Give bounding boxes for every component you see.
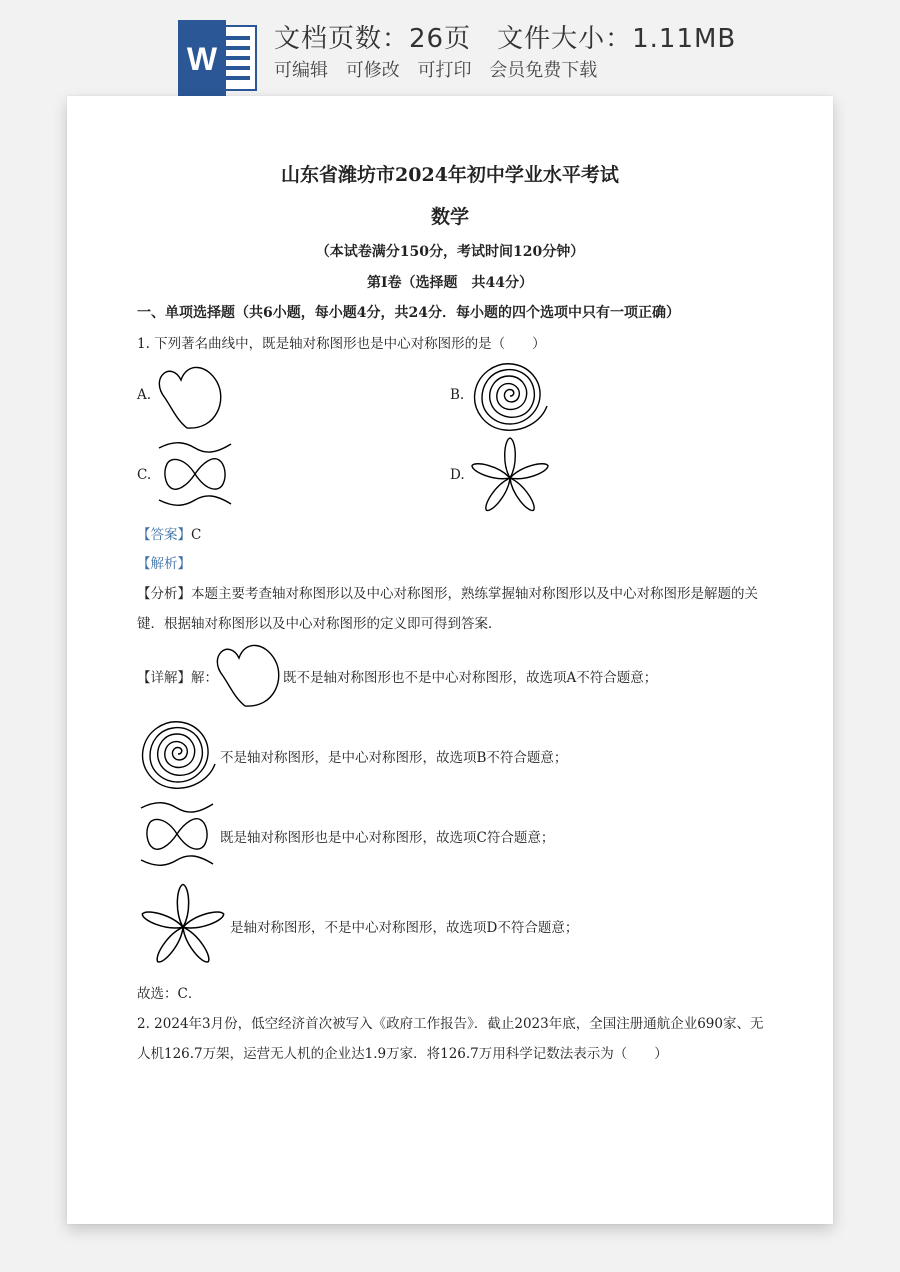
question-2-line-1: 2. 2024年3月份，低空经济首次被写入《政府工作报告》．截止2023年底，全国注册通航企业690家、无 — [137, 1016, 764, 1032]
download-banner — [0, 0, 900, 100]
cardioid-figure-detail — [215, 636, 285, 712]
answer-line — [137, 523, 201, 543]
page-count: 文档页数：26页 — [274, 24, 472, 54]
detail-a-text: 既不是轴对称图形也不是中心对称图形，故选项A不符合题意； — [283, 670, 658, 686]
file-info — [274, 18, 736, 55]
fenxi-line-1: 【分析】本题主要考查轴对称图形以及中心对称图形，熟练掌握轴对称图形以及中心对称图形是解题的关 — [137, 586, 758, 602]
file-size: 文件大小：1.11MB — [497, 24, 737, 54]
rose-curve-figure-detail — [137, 878, 229, 970]
question-2-line-2: 人机126.7万架，运营无人机的企业达1.9万家．将126.7万用科学记数法表示为（ ） — [137, 1046, 668, 1062]
feature-list — [274, 56, 605, 82]
section-heading: 一、单项选择题（共6小题，每小题4分，共24分．每小题的四个选项中只有一项正确） — [137, 305, 680, 321]
volume-heading: 第Ⅰ卷（选择题 共44分） — [366, 275, 534, 291]
detail-b-text: 不是轴对称图形，是中心对称图形，故选项B不符合题意； — [220, 750, 568, 766]
spiral-figure-detail — [137, 716, 219, 792]
lemniscate-figure-c — [157, 438, 233, 508]
option-d-label: D. — [450, 467, 465, 483]
question-1-stem: 1. 下列著名曲线中，既是轴对称图形也是中心对称图形的是（ ） — [137, 336, 546, 352]
rose-curve-figure-d — [467, 436, 553, 514]
feature-printable: 可打印 — [417, 60, 472, 81]
word-document-icon — [178, 20, 258, 96]
detail-c-text: 既是轴对称图形也是中心对称图形，故选项C符合题意； — [220, 830, 555, 846]
document-page — [67, 96, 833, 1224]
exam-title: 山东省潍坊市2024年初中学业水平考试 — [281, 164, 619, 186]
exam-info: （本试卷满分150分，考试时间120分钟） — [315, 244, 585, 260]
detail-d-text: 是轴对称图形，不是中心对称图形，故选项D不符合题意； — [230, 920, 579, 936]
feature-editable: 可编辑 — [274, 60, 328, 81]
detail-prefix: 【详解】解： — [137, 670, 218, 686]
answer-value: C — [191, 527, 202, 543]
lemniscate-figure-detail — [137, 798, 217, 868]
feature-member-download[interactable]: 会员免费下载 — [489, 60, 598, 81]
feature-modifiable: 可修改 — [345, 60, 400, 81]
svg-text:W: W — [186, 41, 218, 77]
cardioid-figure-a — [157, 358, 227, 434]
subject-title: 数学 — [430, 206, 469, 228]
option-c-label: C. — [137, 467, 152, 483]
answer-tag: 【答案】 — [137, 527, 191, 543]
conclusion: 故选：C． — [137, 986, 202, 1002]
fenxi-line-2: 键．根据轴对称图形以及中心对称图形的定义即可得到答案． — [137, 616, 502, 632]
option-a-label: A. — [137, 387, 152, 403]
option-b-label: B. — [450, 387, 465, 403]
analysis-tag: 【解析】 — [137, 556, 191, 572]
spiral-figure-b — [469, 358, 551, 434]
